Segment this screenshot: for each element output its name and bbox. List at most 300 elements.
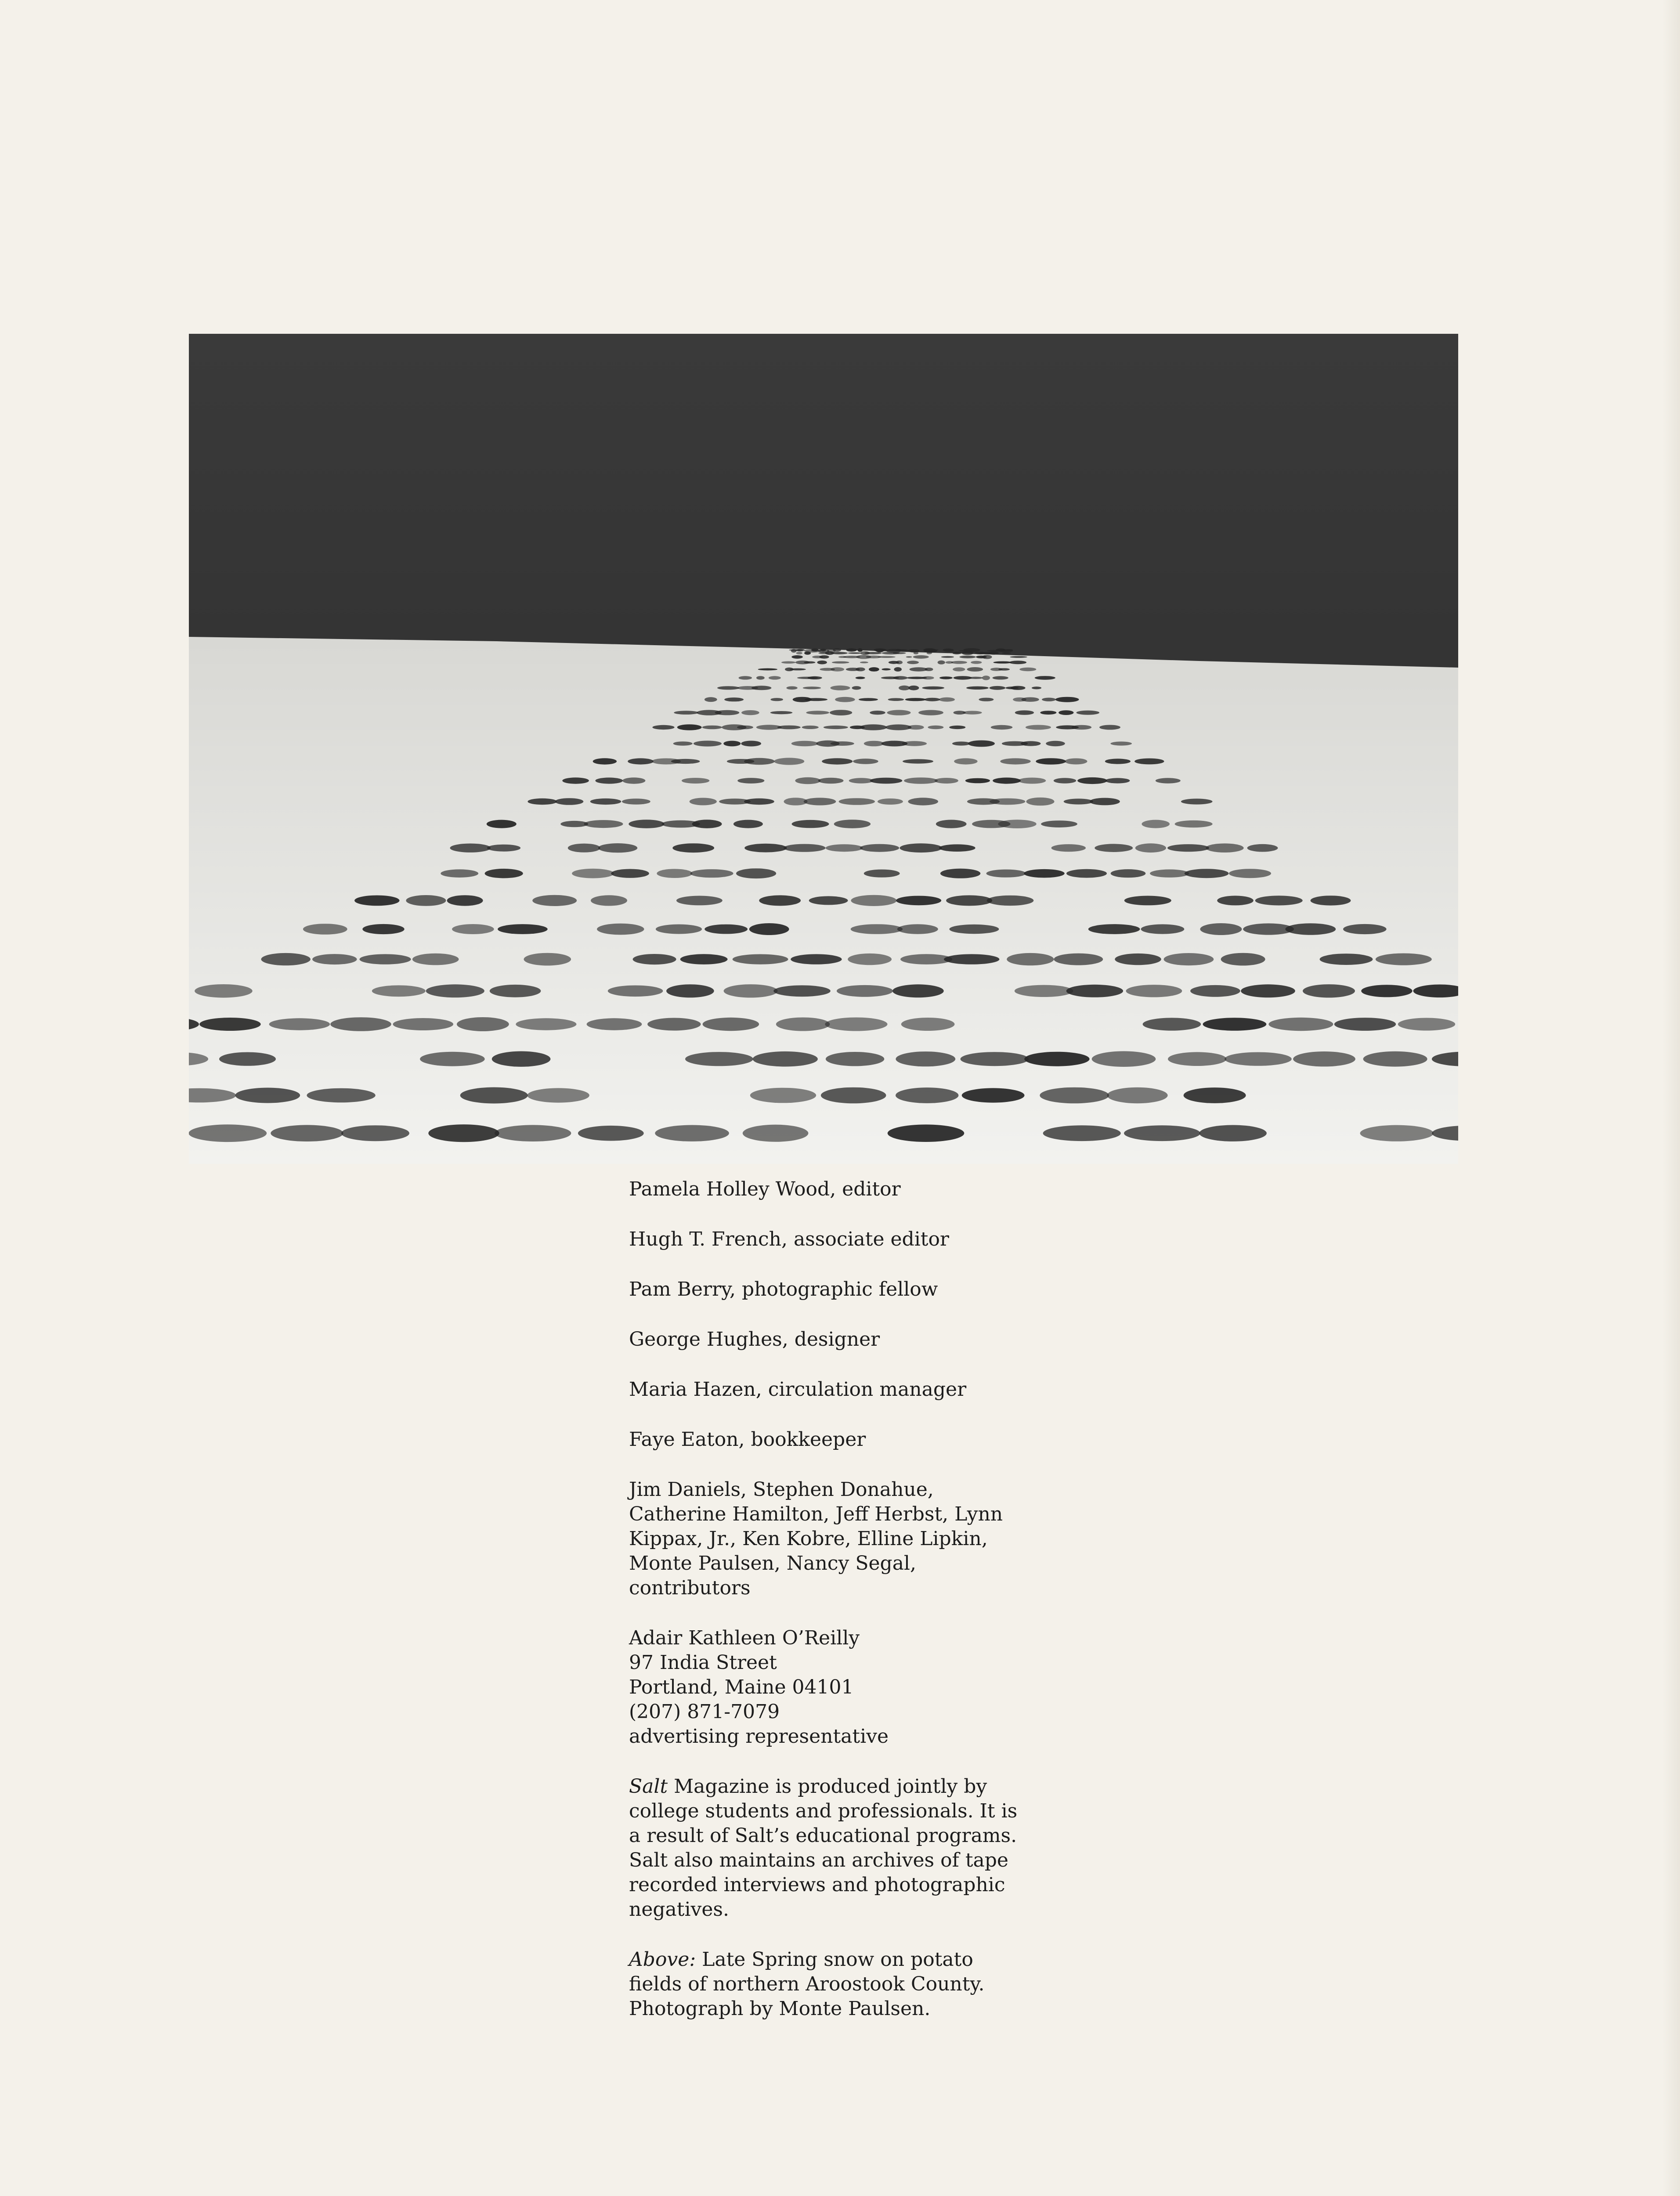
furrow-stubble	[1024, 869, 1065, 878]
advertising-line: Portland, Maine 04101	[629, 1676, 854, 1698]
furrow-stubble	[870, 778, 903, 784]
furrow-stubble	[961, 1052, 1029, 1066]
furrow-stubble	[1021, 741, 1041, 746]
furrow-stubble	[899, 686, 910, 690]
furrow-stubble	[717, 686, 739, 690]
furrow-stubble	[939, 676, 953, 679]
furrow-stubble	[826, 1052, 884, 1066]
furrow-stubble	[219, 1052, 276, 1066]
furrow-stubble	[393, 1018, 454, 1030]
furrow-stubble	[1011, 686, 1026, 690]
furrow-stubble	[739, 676, 752, 679]
furrow-stubble	[1002, 652, 1011, 654]
furrow-stubble	[989, 651, 999, 654]
furrow-stubble	[998, 668, 1010, 671]
furrow-stubble	[753, 1051, 818, 1067]
furrow-stubble	[953, 652, 961, 654]
furrow-stubble	[944, 650, 954, 652]
furrow-stubble	[987, 650, 1001, 652]
furrow-stubble	[1217, 896, 1254, 905]
furrow-stubble	[1110, 741, 1132, 745]
furrow-stubble	[655, 1125, 729, 1141]
furrow-stubble	[819, 655, 829, 659]
furrow-stubble	[918, 710, 943, 715]
photograph-snow-potato-field	[189, 334, 1458, 1164]
caption-line: fields of northern Aroostook County.	[629, 1973, 985, 1995]
furrow-stubble	[963, 648, 980, 652]
furrow-stubble	[749, 923, 789, 935]
furrow-stubble	[897, 924, 938, 934]
advertising-line: (207) 871-7079	[629, 1701, 780, 1723]
staff-entry: Pamela Holley Wood, editor	[629, 1178, 901, 1200]
furrow-stubble	[1168, 1052, 1226, 1066]
furrow-stubble	[1032, 686, 1041, 689]
furrow-stubble	[598, 843, 637, 852]
staff-entry: Hugh T. French, associate editor	[629, 1228, 949, 1250]
furrow-stubble	[1185, 869, 1229, 878]
furrow-stubble	[674, 711, 698, 715]
furrow-stubble	[441, 869, 478, 878]
staff-entry: Maria Hazen, circulation manager	[629, 1378, 967, 1401]
furrow-stubble	[406, 895, 446, 906]
furrow-stubble	[597, 924, 644, 935]
furrow-stubble	[896, 1051, 955, 1066]
furrow-stubble	[990, 798, 1025, 805]
furrow-stubble	[527, 1088, 589, 1102]
furrow-stubble	[307, 1088, 375, 1103]
furrow-stubble	[860, 661, 868, 663]
furrow-stubble	[963, 711, 982, 715]
furrow-stubble	[860, 724, 887, 730]
furrow-stubble	[791, 741, 818, 746]
about-line: a result of Salt’s educational programs.	[629, 1824, 1017, 1847]
furrow-stubble	[702, 726, 722, 730]
furrow-stubble	[826, 844, 863, 852]
furrow-stubble	[853, 758, 878, 764]
furrow-stubble	[1229, 869, 1271, 878]
furrow-stubble	[908, 649, 919, 652]
furrow-stubble	[590, 798, 621, 805]
furrow-stubble	[1203, 1018, 1267, 1031]
furrow-stubble	[676, 896, 723, 906]
furrow-stubble	[362, 924, 404, 934]
furrow-stubble	[839, 798, 875, 805]
furrow-stubble	[1021, 697, 1039, 702]
furrow-stubble	[852, 686, 861, 690]
furrow-stubble	[1059, 710, 1073, 715]
furrow-stubble	[949, 925, 999, 934]
furrow-stubble	[1111, 869, 1146, 878]
furrow-stubble	[846, 648, 857, 651]
contributors-line: Catherine Hamilton, Jeff Herbst, Lynn	[629, 1503, 1003, 1525]
furrow-stubble	[831, 652, 848, 654]
furrow-stubble	[830, 710, 852, 715]
furrow-stubble	[896, 896, 941, 906]
furrow-stubble	[680, 954, 728, 964]
furrow-stubble	[1105, 778, 1130, 783]
furrow-stubble	[703, 1018, 759, 1031]
furrow-stubble	[824, 726, 848, 729]
furrow-stubble	[568, 844, 600, 852]
caption-line-rest: Late Spring snow on potato	[696, 1948, 973, 1971]
furrow-stubble	[733, 954, 788, 964]
furrow-stubble	[690, 869, 733, 878]
furrow-stubble	[744, 798, 774, 805]
furrow-stubble	[1015, 985, 1073, 997]
furrow-stubble	[804, 661, 815, 664]
furrow-stubble	[952, 741, 970, 745]
furrow-stubble	[1090, 798, 1120, 805]
furrow-stubble	[902, 741, 927, 746]
furrow-stubble	[965, 778, 990, 784]
furrow-stubble	[993, 777, 1021, 784]
furrow-stubble	[457, 1017, 509, 1031]
furrow-stubble	[954, 758, 977, 764]
furrow-stubble	[685, 1052, 753, 1066]
furrow-stubble	[968, 740, 995, 747]
furrow-stubble	[1361, 985, 1412, 997]
furrow-stubble	[979, 698, 994, 701]
furrow-stubble	[562, 777, 589, 784]
contributors-line: Jim Daniels, Stephen Donahue,	[629, 1478, 934, 1501]
furrow-stubble	[682, 778, 709, 784]
furrow-stubble	[744, 844, 787, 852]
furrow-stubble	[795, 777, 820, 784]
furrow-stubble	[1225, 1052, 1292, 1066]
furrow-stubble	[968, 677, 983, 679]
furrow-stubble	[966, 686, 989, 690]
furrow-stubble	[869, 667, 879, 672]
furrow-stubble	[672, 843, 714, 852]
furrow-stubble	[1065, 758, 1087, 765]
furrow-stubble	[896, 661, 903, 664]
magazine-title: Salt	[629, 1775, 668, 1798]
furrow-stubble	[805, 698, 827, 701]
furrow-stubble	[804, 651, 811, 655]
furrow-stubble	[831, 667, 844, 672]
furrow-stubble	[412, 954, 459, 965]
furrow-stubble	[1046, 741, 1065, 746]
furrow-stubble	[825, 1018, 887, 1031]
furrow-stubble	[885, 724, 911, 730]
contributors-line: Kippax, Jr., Ken Kobre, Elline Lipkin,	[629, 1528, 988, 1550]
furrow-stubble	[1015, 710, 1034, 715]
furrow-stubble	[372, 985, 426, 997]
furrow-stubble	[777, 726, 801, 730]
furrow-stubble	[851, 895, 896, 906]
furrow-stubble	[741, 710, 759, 715]
furrow-stubble	[1156, 778, 1181, 783]
furrow-stubble	[796, 650, 803, 651]
furrow-stubble	[773, 985, 831, 997]
furrow-stubble	[1141, 924, 1185, 934]
furrow-stubble	[939, 844, 975, 852]
furrow-stubble	[832, 661, 849, 664]
furrow-stubble	[591, 895, 627, 906]
furrow-stubble	[835, 697, 855, 702]
furrow-stubble	[495, 1125, 571, 1141]
furrow-stubble	[776, 1018, 830, 1031]
furrow-stubble	[724, 697, 744, 701]
furrow-stubble	[940, 869, 980, 878]
furrow-stubble	[953, 667, 965, 671]
furrow-stubble	[622, 777, 645, 784]
furrow-stubble	[741, 741, 761, 747]
furrow-stubble	[652, 725, 674, 730]
about-line: recorded interviews and photographic	[629, 1874, 1005, 1896]
furrow-stubble	[856, 677, 865, 679]
furrow-stubble	[908, 725, 924, 730]
furrow-stubble	[1164, 953, 1214, 965]
furrow-stubble	[1199, 1125, 1267, 1141]
furrow-stubble	[516, 1018, 576, 1030]
furrow-stubble	[907, 661, 919, 664]
furrow-stubble	[1040, 1087, 1109, 1104]
caption-label: Above:	[629, 1948, 696, 1971]
furrow-stubble	[1376, 954, 1432, 965]
furrow-stubble	[751, 686, 772, 690]
furrow-stubble	[770, 711, 793, 714]
furrow-stubble	[1124, 896, 1171, 906]
furrow-stubble	[420, 1052, 485, 1066]
furrow-stubble	[593, 758, 617, 764]
furrow-stubble	[1167, 844, 1209, 852]
furrow-stubble	[671, 759, 700, 764]
furrow-stubble	[993, 676, 1008, 679]
furrow-stubble	[1042, 698, 1056, 701]
furrow-stubble	[834, 820, 871, 828]
furrow-stubble	[694, 740, 722, 746]
furrow-stubble	[1143, 1018, 1201, 1030]
furrow-stubble	[1018, 778, 1046, 784]
furrow-stubble	[673, 741, 693, 745]
furrow-stubble	[1241, 984, 1295, 997]
furrow-stubble	[901, 1018, 955, 1031]
furrow-stubble	[1077, 777, 1107, 784]
furrow-stubble	[492, 1051, 551, 1067]
furrow-stubble	[993, 661, 1012, 664]
furrow-stubble	[1135, 843, 1166, 852]
furrow-stubble	[858, 650, 863, 652]
furrow-stubble	[848, 954, 892, 965]
about-line-rest: Magazine is produced jointly by	[668, 1775, 987, 1798]
furrow-stubble	[864, 870, 900, 878]
furrow-stubble	[860, 844, 899, 852]
about-line	[629, 1774, 1059, 1799]
furrow-stubble	[312, 954, 357, 964]
photo-svg	[189, 334, 1458, 1164]
furrow-stubble	[1398, 1018, 1455, 1031]
furrow-stubble	[859, 698, 878, 701]
furrow-stubble	[1360, 1125, 1434, 1141]
furrow-stubble	[882, 668, 890, 671]
furrow-stubble	[733, 820, 763, 828]
furrow-stubble	[851, 924, 903, 934]
furrow-stubble	[657, 869, 692, 878]
furrow-stubble	[864, 741, 884, 747]
furrow-stubble	[269, 1018, 330, 1030]
furrow-stubble	[1064, 798, 1093, 804]
furrow-stubble	[1255, 896, 1303, 905]
furrow-stubble	[769, 676, 781, 679]
furrow-stubble	[692, 820, 722, 828]
furrow-stubble	[1077, 711, 1099, 715]
furrow-stubble	[1000, 758, 1030, 764]
furrow-stubble	[532, 895, 577, 906]
furrow-stubble	[360, 954, 411, 964]
furrow-stubble	[790, 668, 806, 671]
furrow-stubble	[893, 676, 908, 679]
furrow-stubble	[967, 667, 983, 672]
furrow-stubble	[1190, 985, 1240, 997]
furrow-stubble	[1024, 1052, 1089, 1066]
about-line: negatives.	[629, 1898, 729, 1921]
furrow-stubble	[1066, 985, 1123, 997]
furrow-stubble	[1051, 844, 1086, 852]
furrow-stubble	[803, 686, 821, 689]
furrow-stubble	[906, 656, 912, 658]
furrow-stubble	[802, 726, 819, 729]
caption-line	[629, 1947, 1059, 1972]
furrow-stubble	[1054, 954, 1103, 965]
furrow-stubble	[971, 661, 982, 664]
about-line: Salt also maintains an archives of tape	[629, 1849, 1008, 1871]
furrow-stubble	[896, 1087, 958, 1103]
furrow-stubble	[1285, 923, 1336, 935]
furrow-stubble	[341, 1125, 409, 1141]
furrow-stubble	[666, 984, 714, 997]
furrow-stubble	[1009, 661, 1026, 664]
furrow-stubble	[1092, 1051, 1156, 1067]
furrow-stubble	[195, 984, 253, 998]
furrow-stubble	[938, 661, 945, 665]
furrow-stubble	[677, 724, 702, 730]
furrow-stubble	[1088, 924, 1140, 934]
contributors-line: contributors	[629, 1577, 751, 1599]
furrow-stubble	[774, 758, 804, 765]
furrow-stubble	[1115, 954, 1161, 965]
furrow-stubble	[1105, 758, 1131, 764]
furrow-stubble	[450, 844, 491, 852]
furrow-stubble	[628, 758, 654, 764]
furrow-stubble	[1019, 668, 1036, 671]
furrow-stubble	[756, 676, 765, 679]
furrow-stubble	[705, 697, 717, 702]
furrow-stubble	[849, 778, 874, 783]
furrow-stubble	[737, 726, 753, 730]
furrow-stubble	[922, 676, 934, 679]
furrow-stubble	[1181, 798, 1213, 804]
furrow-stubble	[1343, 924, 1387, 934]
furrow-stubble	[900, 843, 942, 852]
furrow-stubble	[986, 870, 1026, 878]
furrow-stubble	[758, 668, 778, 671]
furrow-stubble	[959, 656, 975, 658]
advertising-line: 97 India Street	[629, 1651, 777, 1674]
furrow-stubble	[864, 652, 882, 654]
furrow-stubble	[595, 777, 623, 784]
contributors-line: Monte Paulsen, Nancy Segal,	[629, 1552, 916, 1575]
furrow-stubble	[1054, 778, 1076, 783]
furrow-stubble	[1041, 820, 1077, 827]
contributors-block	[629, 1477, 1059, 1600]
furrow-stubble	[524, 953, 571, 966]
furrow-stubble	[888, 698, 904, 701]
staff-entry: George Hughes, designer	[629, 1328, 880, 1351]
furrow-stubble	[1334, 1018, 1396, 1031]
furrow-stubble	[743, 1125, 809, 1142]
furrow-stubble	[608, 986, 663, 997]
furrow-stubble	[908, 686, 919, 690]
furrow-stubble	[647, 1018, 701, 1031]
furrow-stubble	[914, 652, 919, 654]
furrow-stubble	[724, 984, 778, 997]
furrow-stubble	[987, 896, 1034, 906]
furrow-stubble	[271, 1125, 343, 1141]
furrow-stubble	[1035, 676, 1055, 680]
advertising-block	[629, 1626, 1059, 1749]
furrow-stubble	[817, 661, 827, 665]
furrow-stubble	[784, 844, 826, 852]
furrow-stubble	[831, 741, 854, 746]
furrow-stubble	[908, 798, 938, 805]
furrow-stubble	[460, 1087, 528, 1104]
furrow-stubble	[629, 820, 664, 828]
furrow-stubble	[1026, 798, 1055, 806]
furrow-stubble	[750, 1088, 816, 1103]
furrow-stubble	[555, 798, 584, 805]
furrow-stubble	[922, 686, 944, 690]
furrow-stubble	[723, 741, 741, 747]
furrow-stubble	[1099, 725, 1120, 730]
furrow-stubble	[715, 710, 740, 715]
furrow-stubble	[1040, 711, 1056, 715]
furrow-stubble	[354, 896, 399, 906]
furrow-stubble	[888, 1124, 965, 1142]
furrow-stubble	[611, 869, 649, 878]
furrow-stubble	[1007, 953, 1054, 965]
furrow-stubble	[705, 925, 748, 934]
furrow-stubble	[759, 895, 801, 906]
furrow-stubble	[1055, 697, 1079, 702]
advertising-line: advertising representative	[629, 1725, 889, 1748]
furrow-stubble	[962, 1088, 1025, 1102]
furrow-stubble	[1320, 954, 1373, 965]
furrow-stubble	[998, 820, 1036, 828]
furrow-stubble	[572, 869, 614, 878]
furrow-stubble	[796, 652, 802, 654]
furrow-stubble	[791, 655, 803, 659]
furrow-stubble	[893, 652, 906, 654]
furrow-stubble	[944, 954, 999, 964]
furrow-stubble	[791, 649, 797, 653]
furrow-stubble	[792, 820, 829, 828]
advertising-line: Adair Kathleen O’Reilly	[629, 1627, 860, 1649]
caption-line: Photograph by Monte Paulsen.	[629, 1997, 931, 2020]
furrow-stubble	[936, 820, 967, 828]
furrow-stubble	[999, 650, 1013, 652]
furrow-stubble	[1200, 923, 1242, 935]
furrow-stubble	[822, 758, 853, 764]
furrow-stubble	[982, 655, 992, 659]
furrow-stubble	[303, 924, 347, 935]
furrow-stubble	[1036, 758, 1066, 765]
furrow-stubble	[428, 1124, 499, 1142]
furrow-stubble	[791, 954, 842, 964]
staff-entry: Pam Berry, photographic fellow	[629, 1278, 938, 1300]
furrow-stubble	[804, 798, 836, 805]
furrow-stubble	[744, 758, 775, 765]
